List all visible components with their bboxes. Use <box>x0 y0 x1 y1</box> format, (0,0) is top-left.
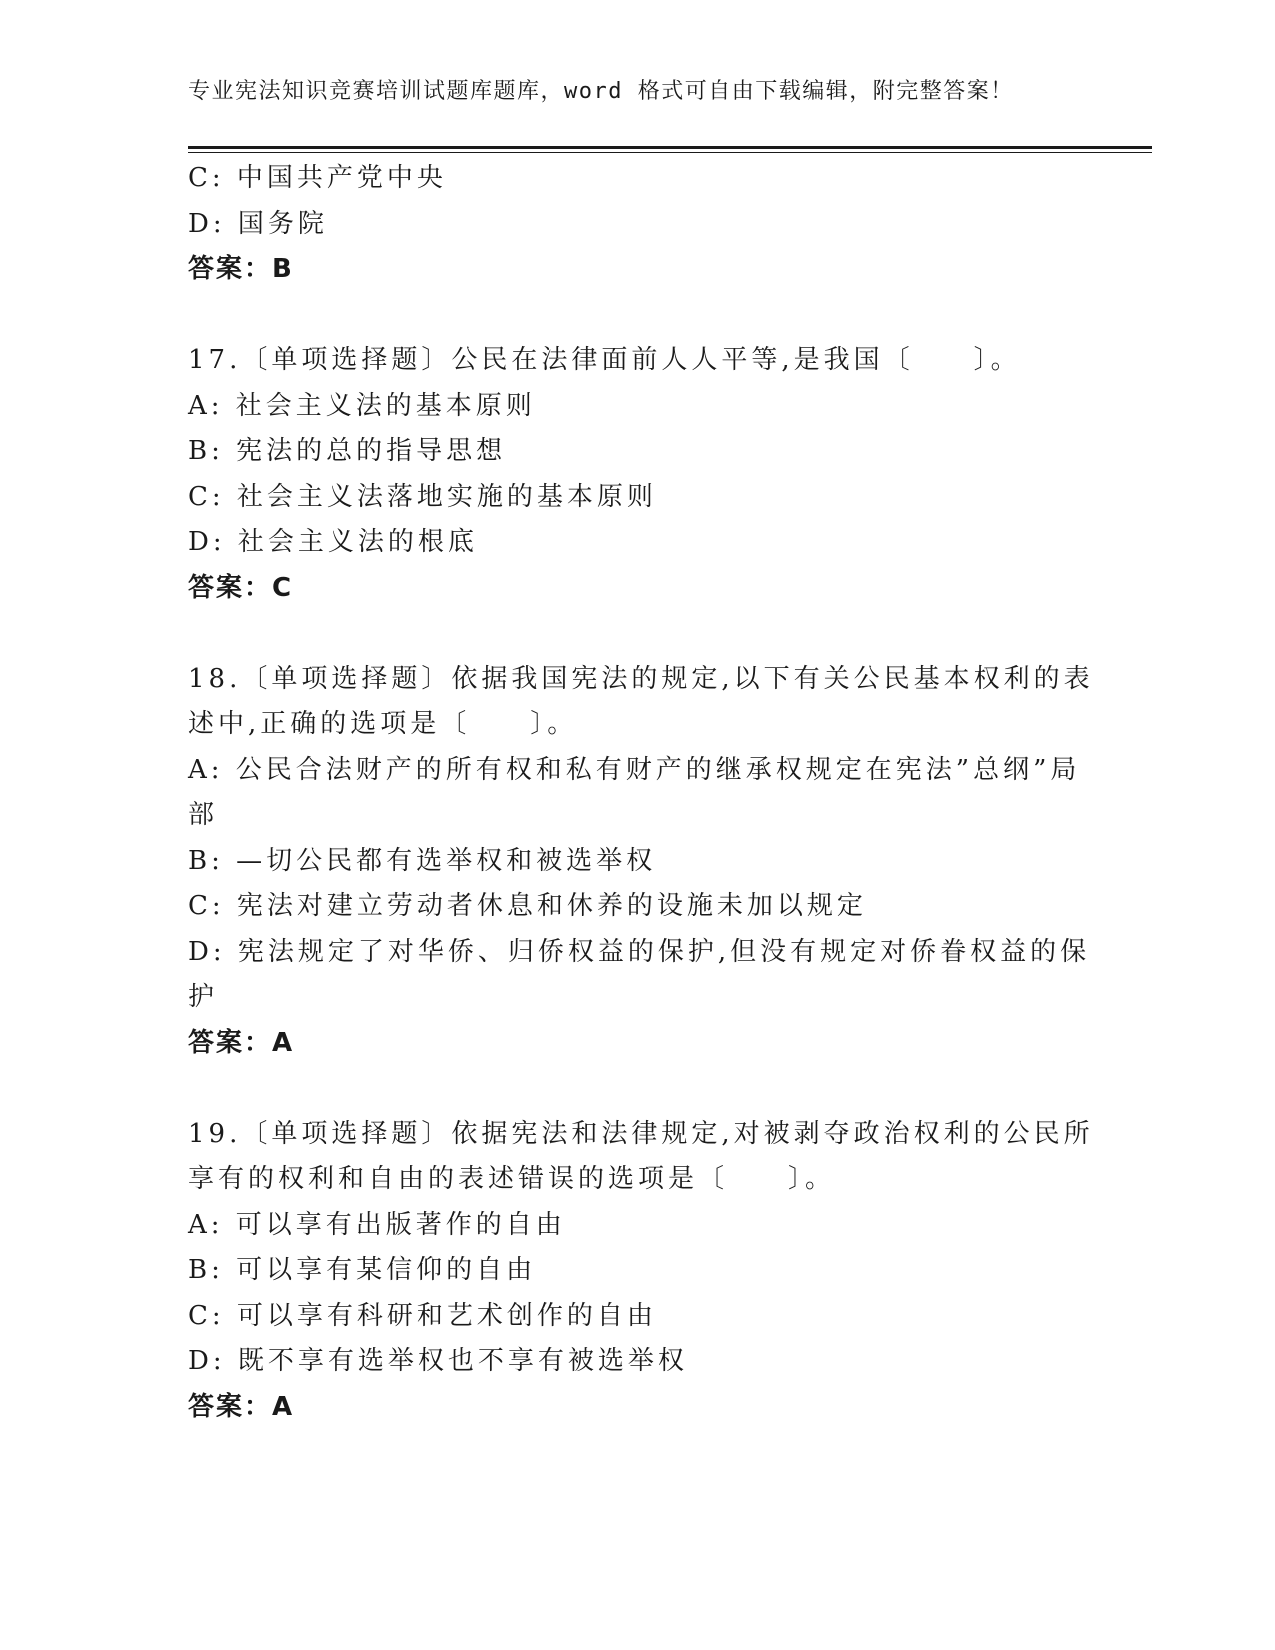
answer-line: 答案：C <box>188 572 294 603</box>
answer-line: 答案：A <box>188 1391 295 1422</box>
question-stem-continued: 述中,正确的选项是〔 〕。 <box>188 709 578 739</box>
option-d-continued: 护 <box>188 982 219 1012</box>
option-d: D: 国务院 <box>188 208 328 239</box>
option-a: A: 可以享有出版著作的自由 <box>188 1209 566 1240</box>
option-d: D: 宪法规定了对华侨、归侨权益的保护,但没有规定对侨眷权益的保 <box>188 936 1091 967</box>
question-block <box>188 338 1088 611</box>
block-gap <box>188 1066 1088 1112</box>
option-c: C: 可以享有科研和艺术创作的自由 <box>188 1300 657 1331</box>
option-a: A: 社会主义法的基本原则 <box>188 390 536 421</box>
option-b: B: 可以享有某信仰的自由 <box>188 1255 537 1285</box>
option-c: C: 中国共产党中央 <box>188 163 447 193</box>
page-header: 专业宪法知识竞赛培训试题库题库，word 格式可自由下载编辑，附完整答案！ <box>188 79 1014 104</box>
question-stem: 17.〔单项选择题〕公民在法律面前人人平等,是我国〔 〕。 <box>188 345 1021 375</box>
header-rule-thin <box>188 152 1152 153</box>
question-block <box>188 156 1088 293</box>
block-gap <box>188 611 1088 657</box>
option-b: B: 宪法的总的指导思想 <box>188 436 507 466</box>
block-gap <box>188 293 1088 339</box>
header-rule <box>188 146 1152 149</box>
answer-line: 答案：B <box>188 254 294 284</box>
question-stem-continued: 享有的权利和自由的表述错误的选项是〔 〕。 <box>188 1164 836 1194</box>
option-b: B: —切公民都有选举权和被选举权 <box>188 845 657 876</box>
option-a-continued: 部 <box>188 800 219 830</box>
question-block <box>188 657 1094 1067</box>
answer-line: 答案：A <box>188 1027 295 1058</box>
question-stem: 19.〔单项选择题〕依据宪法和法律规定,对被剥夺政治权利的公民所 <box>188 1118 1094 1149</box>
option-a: A: 公民合法财产的所有权和私有财产的继承权规定在宪法”总纲”局 <box>188 754 1081 785</box>
option-c: C: 社会主义法落地实施的基本原则 <box>188 481 657 512</box>
option-d: D: 既不享有选举权也不享有被选举权 <box>188 1346 688 1376</box>
option-d: D: 社会主义法的根底 <box>188 527 478 557</box>
question-block <box>188 1112 1094 1431</box>
question-list <box>188 156 1094 1430</box>
question-stem: 18.〔单项选择题〕依据我国宪法的规定,以下有关公民基本权利的表 <box>188 663 1094 694</box>
option-c: C: 宪法对建立劳动者休息和休养的设施未加以规定 <box>188 891 867 921</box>
